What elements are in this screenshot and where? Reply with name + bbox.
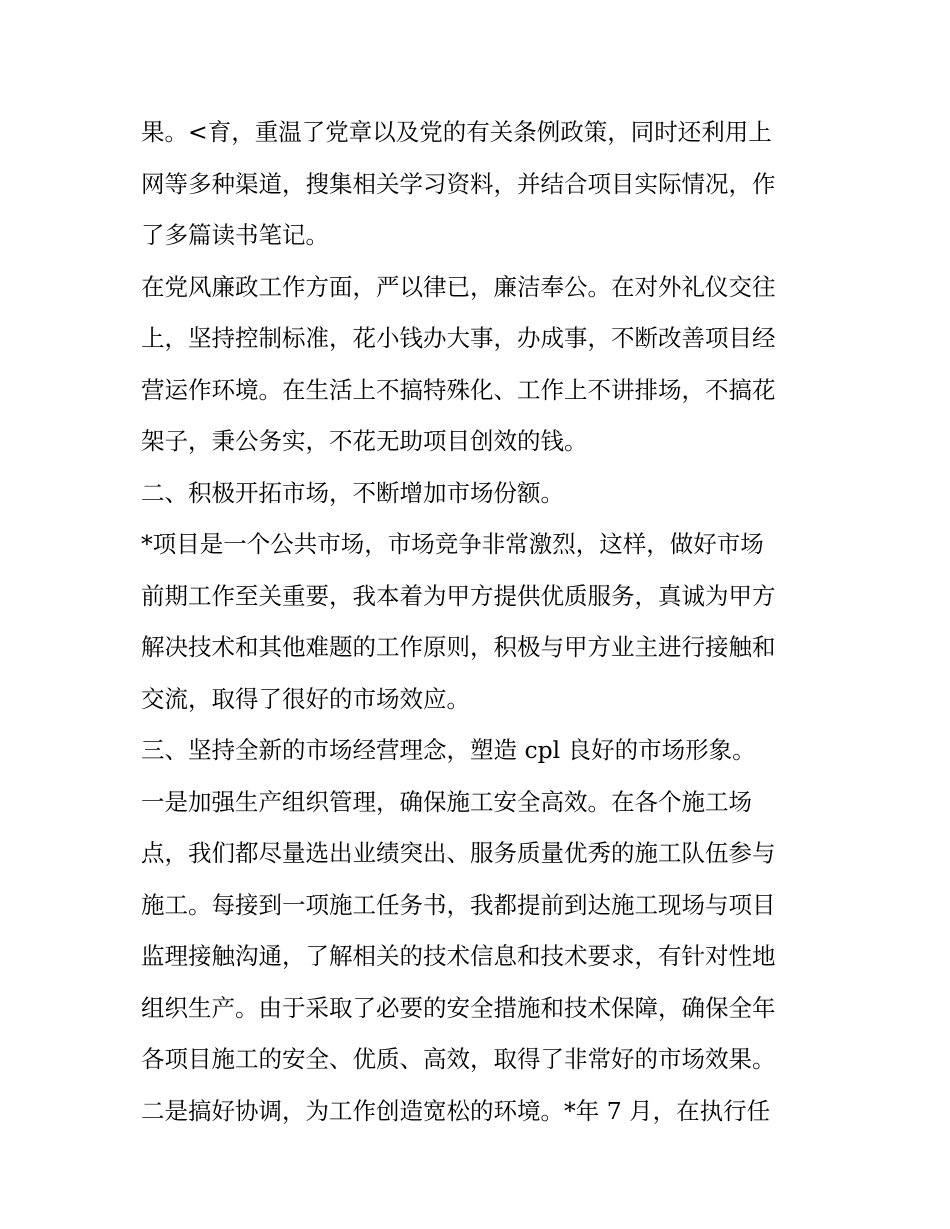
section-heading: 三、坚持全新的市场经营理念，塑造 cpl 良好的市场形象。	[141, 736, 756, 764]
text-line: 前期工作至关重要，我本着为甲方提供优质服务，真诚为甲方	[141, 581, 776, 610]
text-line: 组织生产。由于采取了必要的安全措施和技术保障，确保全年	[141, 993, 776, 1022]
text-line: 解决技术和其他难题的工作原则，积极与甲方业主进行接触和	[141, 633, 776, 661]
text-line: 营运作环境。在生活上不搞特殊化、工作上不讲排场，不搞花	[141, 375, 776, 404]
text-line: 上，坚持控制标准，花小钱办大事，办成事，不断改善项目经	[141, 324, 776, 352]
section-heading: 二、积极开拓市场，不断增加市场份额。	[141, 478, 564, 507]
text-line: 网等多种渠道，搜集相关学习资料，并结合项目实际情况，作	[141, 169, 776, 198]
text-line: 点，我们都尽量选出业绩突出、服务质量优秀的施工队伍参与	[141, 839, 776, 867]
text-line: 施工。每接到一项施工任务书，我都提前到达施工现场与项目	[141, 890, 776, 919]
text-line: 二是搞好协调，为工作创造宽松的环境。*年 7 月，在执行任	[141, 1096, 771, 1125]
text-line: 监理接触沟通，了解相关的技术信息和技术要求，有针对性地	[141, 942, 776, 970]
text-line: 交流，取得了很好的市场效应。	[141, 684, 470, 713]
body-text	[141, 107, 821, 1137]
text-line: 在党风廉政工作方面，严以律已，廉洁奉公。在对外礼仪交往	[141, 272, 776, 301]
text-line: 架子，秉公务实，不花无助项目创效的钱。	[141, 427, 588, 455]
text-line: 一是加强生产组织管理，确保施工安全高效。在各个施工场	[141, 787, 752, 816]
text-line: 果。<育，重温了党章以及党的有关条例政策，同时还利用上	[141, 118, 772, 146]
text-line: 各项目施工的安全、优质、高效，取得了非常好的市场效果。	[141, 1045, 776, 1073]
text-line: *项目是一个公共市场，市场竞争非常激烈，这样，做好市场	[141, 530, 764, 558]
text-line: 了多篇读书笔记。	[141, 221, 329, 249]
